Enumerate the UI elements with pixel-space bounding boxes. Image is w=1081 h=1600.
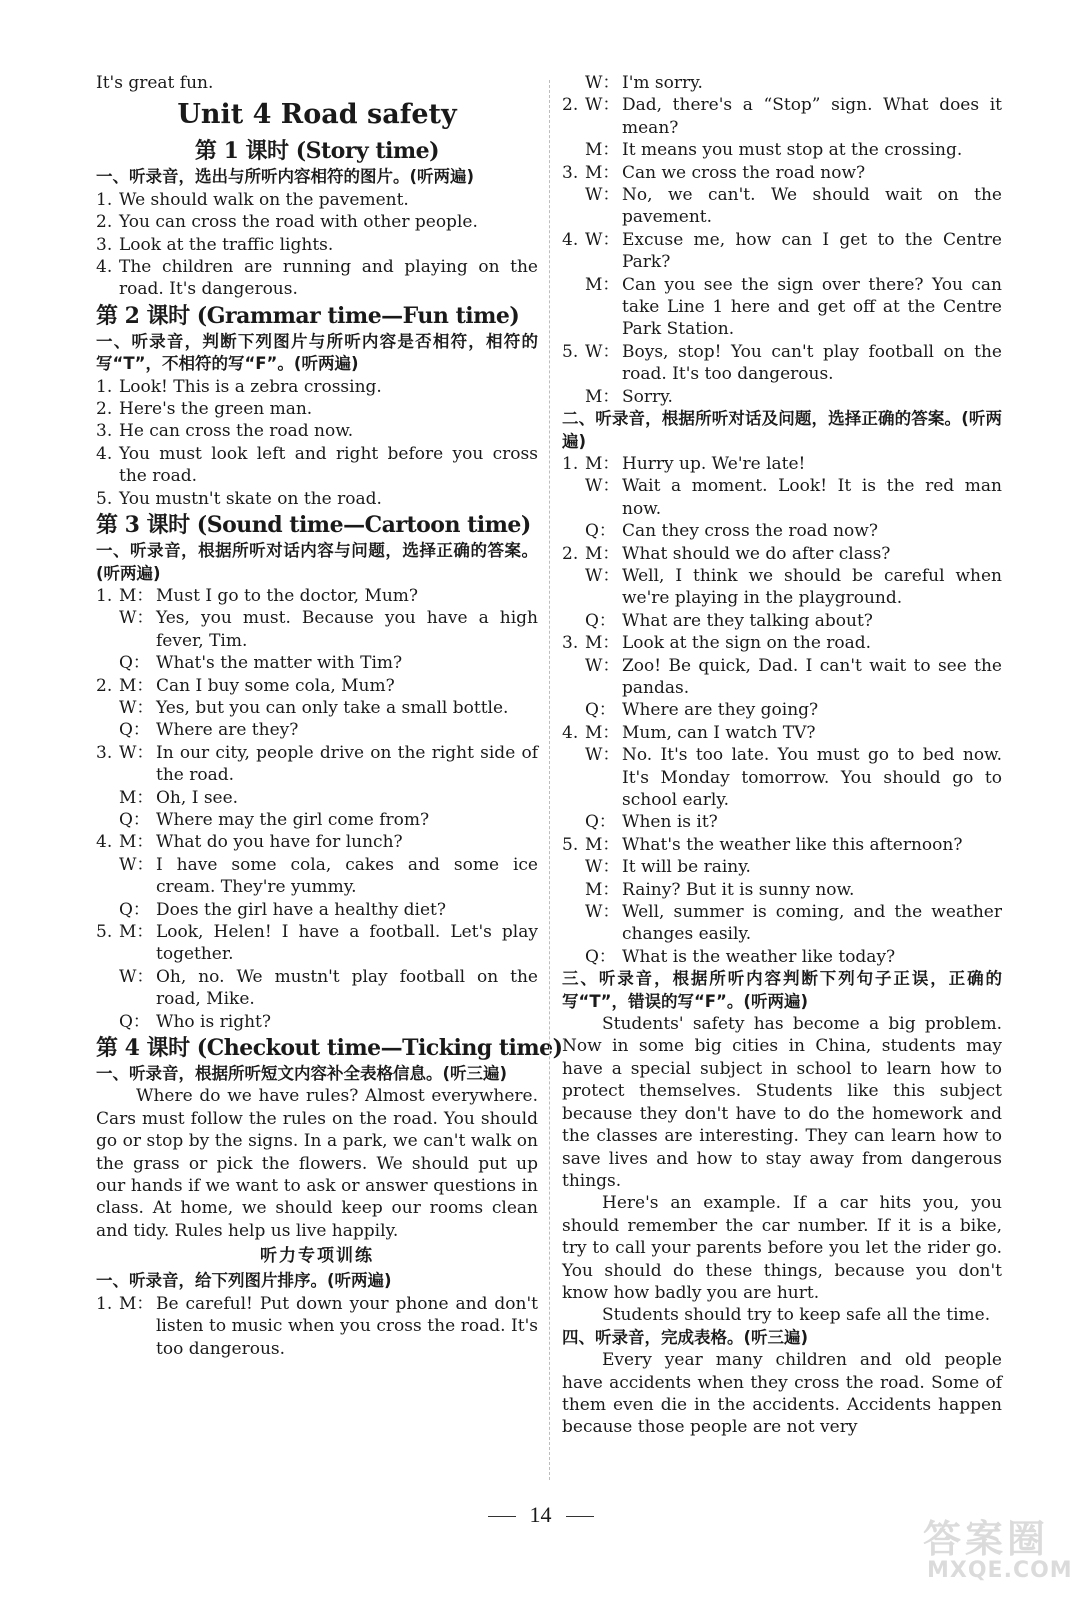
list-item: 1. Look! This is a zebra crossing. <box>96 376 382 397</box>
dialogue-line: Q： Where are they going? <box>585 700 819 721</box>
dialogue-line: Q： What's the matter with Tim? <box>119 653 403 674</box>
dialogue-line: Q： Can they cross the road now? <box>585 521 878 542</box>
list-item: 5. You mustn't skate on the road. <box>96 488 382 509</box>
unit-title: Unit 4 Road safety <box>177 99 457 131</box>
dialogue-line: Q： What is the weather like today? <box>585 946 896 967</box>
dialogue-line: 2. M： What should we do after class? <box>562 543 891 564</box>
dialogue-line: M： Can you see the sign over there? You can take Line 1 here and get off at the Centre Park Station. <box>585 274 1002 340</box>
passage-paragraph: Where do we have rules? Almost everywhere. Cars must follow the rules on the road. You should go or stop by the signs. In a park, we can't walk on the grass or pick the flowers. We should put up our hands if we want to ask or answer questions in class. At home, we should keep our rooms clean and tidy. Rules help us live happily. <box>96 1086 538 1241</box>
dialogue-line: 3. M： Look at the sign on the road. <box>562 633 872 654</box>
list-item: 2. You can cross the road with other people. <box>96 212 478 233</box>
dialogue-line: 2. W： Dad, there's a “Stop” sign. What does it mean? <box>562 95 1002 138</box>
dialogue-line: 4. M： Mum, can I watch TV? <box>562 722 816 743</box>
passage-paragraph: Students should try to keep safe all the time. <box>602 1305 991 1326</box>
column-divider <box>549 80 550 1480</box>
right-column <box>562 72 1002 1439</box>
dialogue-line: 5. M： Look, Helen! I have a football. Let's play together. <box>96 922 538 965</box>
passage-paragraph: Every year many children and old people have accidents when they cross the road. Some of them even die in the accidents. Accidents happen because those people are not very <box>562 1350 1002 1438</box>
dialogue-line: Q： Where may the girl come from? <box>119 809 430 830</box>
lesson-2-title: 第 2 课时 (Grammar time—Fun time) <box>96 302 520 329</box>
lesson-4-instruction: 一、听录音，根据所听短文内容补全表格信息。(听三遍) <box>96 1064 508 1084</box>
watermark-url: MXQE.COM <box>927 1558 1073 1583</box>
dialogue-line: 5. W： Boys, stop! You can't play football on the road. It's too dangerous. <box>562 341 1002 385</box>
dialogue-line: 1. M： Hurry up. We're late! <box>562 453 806 474</box>
list-item: 2. Here's the green man. <box>96 399 313 420</box>
watermark-logo-text: 答案圈 <box>923 1517 1050 1561</box>
dialogue-line: W： Zoo! Be quick, Dad. I can't wait to see the pandas. <box>585 655 1002 698</box>
dialogue-line: 4. M： What do you have for lunch? <box>96 832 403 853</box>
intro-line: It's great fun. <box>96 73 214 93</box>
dialogue-line: 4. W： Excuse me, how can I get to the Centre Park? <box>562 229 1002 273</box>
watermark-logo <box>913 1508 1073 1590</box>
lesson-3-title: 第 3 课时 (Sound time—Cartoon time) <box>96 512 531 539</box>
list-item: 1. We should walk on the pavement. <box>96 189 409 210</box>
dialogue-line: 5. M： What's the weather like this afternoon? <box>562 834 963 855</box>
section-3-instruction: 三、听录音，根据所听内容判断下列句子正误，正确的写“T”，错误的写“F”。(听两遍) <box>562 969 1002 1011</box>
dialogue-line: W： I have some cola, cakes and some ice cream. They're yummy. <box>119 854 538 898</box>
dialogue-line: Q： Does the girl have a healthy diet? <box>119 899 446 920</box>
lesson-2-instruction: 一、听录音，判断下列图片与所听内容是否相符，相符的写“T”，不相符的写“F”。(听两遍) <box>96 331 538 374</box>
dialogue-line: Q： Where are they? <box>119 720 299 741</box>
dialogue-line: M： Rainy? But it is sunny now. <box>585 879 855 900</box>
dialogue-line: W： No, we can't. We should wait on the pavement. <box>585 185 1002 228</box>
dialogue-line: W： Well, summer is coming, and the weather changes easily. <box>585 902 1002 945</box>
dialogue-line: Q： When is it? <box>585 812 718 833</box>
special-training-instruction: 一、听录音，给下列图片排序。(听两遍) <box>96 1271 392 1291</box>
special-training-title: 听力专项训练 <box>260 1246 374 1267</box>
dialogue-line: W： Well, I think we should be careful when we're playing in the playground. <box>585 565 1002 609</box>
list-item: 3. Look at the traffic lights. <box>96 234 334 255</box>
dialogue-line: M： Oh, I see. <box>119 787 239 808</box>
lesson-1-title: 第 1 课时 (Story time) <box>194 138 440 165</box>
dialogue-line: W： I'm sorry. <box>585 73 703 93</box>
dialogue-line: W： Yes, but you can only take a small bottle. <box>119 697 509 718</box>
list-item: 3. He can cross the road now. <box>96 421 354 442</box>
dialogue-line: 1. M： Be careful! Put down your phone and don't listen to music when you cross the road. It's too dangerous. <box>96 1293 538 1359</box>
passage-paragraph: Students' safety has become a big problem. Now in some big cities in China, students may have a special subject in school to learn how to protect themselves. Students like this subject because they don't have to do the homework and the classes are interesting. They can learn how to save lives and how to stay away from dangerous things. <box>562 1014 1002 1191</box>
dialogue-line: 3. M： Can we cross the road now? <box>562 162 866 183</box>
lesson-4-title: 第 4 课时 (Checkout time—Ticking time) <box>96 1035 563 1062</box>
dialogue-line: W： Yes, you must. Because you have a high fever, Tim. <box>119 608 538 651</box>
lesson-3-instruction: 一、听录音，根据所听对话内容与问题，选择正确的答案。(听两遍) <box>96 541 538 583</box>
dialogue-line: 3. W： In our city, people drive on the right side of the road. <box>96 742 538 786</box>
section-2-instruction: 二、听录音，根据所听对话及问题，选择正确的答案。(听两遍) <box>562 409 1002 451</box>
page-number: 14 <box>0 1502 1081 1528</box>
dialogue-line: W： It will be rainy. <box>585 857 751 878</box>
dialogue-line: W： Oh, no. We mustn't play football on the road, Mike. <box>119 966 538 1010</box>
list-item: 4. You must look left and right before you cross the road. <box>96 443 538 487</box>
dialogue-line: 2. M： Can I buy some cola, Mum? <box>96 675 395 696</box>
dialogue-line: Q： Who is right? <box>119 1011 271 1032</box>
list-item: 4. The children are running and playing on the road. It's dangerous. <box>96 257 538 300</box>
dialogue-line: M： Sorry. <box>585 386 673 407</box>
left-column <box>96 72 563 1360</box>
lesson-1-instruction: 一、听录音，选出与所听内容相符的图片。(听两遍) <box>96 167 475 187</box>
dialogue-line: W： Wait a moment. Look! It is the red man now. <box>585 476 1002 519</box>
dialogue-line: M： It means you must stop at the crossing. <box>585 140 963 161</box>
dialogue-line: W： No. It's too late. You must go to bed now. It's Monday tomorrow. You should go to school early. <box>585 745 1002 810</box>
dialogue-line: Q： What are they talking about? <box>585 610 873 631</box>
passage-paragraph: Here's an example. If a car hits you, you should remember the car number. If it is a bike, try to call your parents before you let the rider go. You should do these things, because you don't know how badly you are hurt. <box>562 1193 1002 1303</box>
dialogue-line: 1. M： Must I go to the doctor, Mum? <box>96 585 419 606</box>
section-4-instruction: 四、听录音，完成表格。(听三遍) <box>562 1327 809 1347</box>
